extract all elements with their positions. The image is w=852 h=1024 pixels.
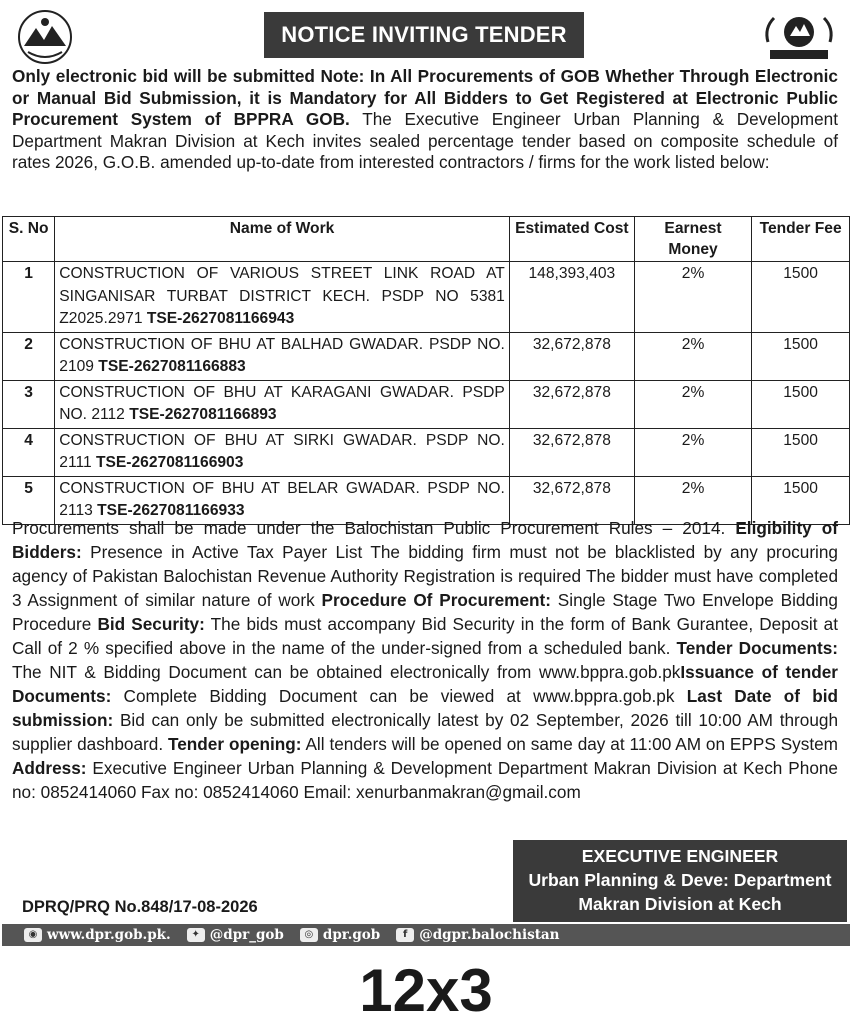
last-date-text: Bid can only be submitted electronically latest by 02 September, 2026 till 10:00 AM through supplier dashboard. xyxy=(12,710,838,754)
header-fee: Tender Fee xyxy=(752,217,850,262)
row-cost: 32,672,878 xyxy=(509,380,634,428)
reference-number: DPRQ/PRQ No.848/17-08-2026 xyxy=(22,898,258,916)
page-title: NOTICE INVITING TENDER xyxy=(264,12,584,58)
table-row xyxy=(3,428,850,476)
row-earnest: 2% xyxy=(634,332,751,380)
footer-website-text: www.dpr.gob.pk. xyxy=(47,927,171,943)
row-cost: 148,393,403 xyxy=(509,262,634,333)
header-cost: Estimated Cost xyxy=(509,217,634,262)
row-fee: 1500 xyxy=(752,380,850,428)
issuance-text: Complete Bidding Document can be viewed at xyxy=(111,686,534,706)
last-date-label: Last Date of bid submission: xyxy=(12,686,838,730)
bppra-link[interactable]: www.bppra.gob.pk xyxy=(533,686,675,706)
signature-department: Urban Planning & Deve: Department xyxy=(528,870,832,890)
intro-paragraph xyxy=(12,66,838,174)
bid-security-text: The bids must accompany Bid Security in the form of Bank Gurantee, Deposit at Call of 2 % specified above in the name of the under-signed from a scheduled bank. xyxy=(12,614,838,658)
footer-instagram[interactable] xyxy=(300,927,380,943)
address-label: Address: xyxy=(12,758,87,778)
work-name: CONSTRUCTION OF BHU AT BELAR GWADAR. PSDP NO. 2113 xyxy=(59,479,505,519)
twitter-icon: ✦ xyxy=(187,928,205,942)
row-name xyxy=(55,262,510,333)
row-sno: 2 xyxy=(3,332,55,380)
row-cost: 32,672,878 xyxy=(509,476,634,524)
intro-text: The Executive Engineer Urban Planning & Development Department Makran Division at Kech invites sealed percentage tender based on composite schedule of rates 2026, G.O.B. amended up-to-date from interested contractors / firms for the work listed below: xyxy=(12,109,838,172)
table-row xyxy=(3,380,850,428)
tender-opening-label: Tender opening: xyxy=(168,734,302,754)
footer-twitter-text: @dpr_gob xyxy=(209,927,284,943)
signature-block xyxy=(513,840,847,922)
issuance-label: Issuance of tender Documents: xyxy=(12,662,838,706)
row-earnest: 2% xyxy=(634,476,751,524)
footer-facebook-text: @dgpr.balochistan xyxy=(419,927,560,943)
footer-twitter[interactable] xyxy=(187,927,284,943)
procedure-label: Procedure Of Procurement: xyxy=(321,590,551,610)
row-cost: 32,672,878 xyxy=(509,332,634,380)
eligibility-text: Presence in Active Tax Payer List The bidding firm must not be blacklisted by any procuring agency of Pakistan Balochistan Revenue Authority Registration is required The bidder must have completed 3 Assignment of similar nature of work xyxy=(12,542,838,610)
row-fee: 1500 xyxy=(752,476,850,524)
facebook-icon: f xyxy=(396,928,414,942)
row-earnest: 2% xyxy=(634,428,751,476)
work-name: CONSTRUCTION OF BHU AT BALHAD GWADAR. PSDP NO. 2109 xyxy=(59,335,505,375)
row-earnest: 2% xyxy=(634,380,751,428)
row-cost: 32,672,878 xyxy=(509,428,634,476)
row-fee: 1500 xyxy=(752,428,850,476)
table-row xyxy=(3,332,850,380)
tender-documents-text: The NIT & Bidding Document can be obtained electronically from xyxy=(12,662,539,682)
bid-security-label: Bid Security: xyxy=(97,614,205,634)
footer-facebook[interactable] xyxy=(396,927,559,943)
header-name: Name of Work xyxy=(55,217,510,262)
tender-documents-label: Tender Documents: xyxy=(676,638,838,658)
eligibility-label: Eligibility of Bidders: xyxy=(12,518,838,562)
row-sno: 3 xyxy=(3,380,55,428)
notice-header xyxy=(0,0,852,66)
bppra-link[interactable]: www.bppra.gob.pk xyxy=(539,662,681,682)
ad-size-label: 12x3 xyxy=(359,957,493,1024)
works-table xyxy=(2,216,850,525)
tse-number: TSE-2627081166933 xyxy=(97,502,245,519)
terms-paragraph xyxy=(12,516,838,804)
work-name: CONSTRUCTION OF BHU AT SIRKI GWADAR. PSDP NO. 2111 xyxy=(59,431,505,471)
row-sno: 1 xyxy=(3,262,55,333)
row-name xyxy=(55,428,510,476)
footer-website[interactable] xyxy=(24,927,171,943)
tse-number: TSE-2627081166883 xyxy=(98,358,246,375)
intro-bold-lead: Only electronic bid will be submitted Note: In All Procurements of GOB Whether Through Electronic or Manual Bid Submission, it is Mandatory for All Bidders to Get Registered at Electronic Public Procurement System of BPPRA GOB. xyxy=(12,66,838,129)
tse-number: TSE-2627081166893 xyxy=(129,406,277,423)
rules-text: Procurements shall be made under the Balochistan Public Procurement Rules – 2014. xyxy=(12,518,736,538)
signature-title: EXECUTIVE ENGINEER xyxy=(581,846,779,866)
table-header-row xyxy=(3,217,850,262)
footer-bar xyxy=(2,924,850,946)
tse-number: TSE-2627081166943 xyxy=(146,310,295,327)
dpr-logo-icon: ◉ xyxy=(24,928,42,942)
header-earnest: Earnest Money xyxy=(634,217,751,262)
balochistan-government-emblem-icon xyxy=(14,8,76,66)
work-name: CONSTRUCTION OF BHU AT KARAGANI GWADAR. PSDP NO. 2112 xyxy=(59,383,505,423)
balochistan-seal-emblem-icon xyxy=(760,8,838,64)
row-earnest: 2% xyxy=(634,262,751,333)
header-sno: S. No xyxy=(3,217,55,262)
work-name: CONSTRUCTION OF VARIOUS STREET LINK ROAD AT SINGANISAR TURBAT DISTRICT KECH. PSDP NO 5381 Z2025.2971 xyxy=(59,265,505,327)
instagram-icon: ◎ xyxy=(300,928,318,942)
row-sno: 5 xyxy=(3,476,55,524)
tender-opening-text: All tenders will be opened on same day at 11:00 AM on EPPS System xyxy=(301,734,838,754)
footer-instagram-text: dpr.gob xyxy=(322,927,381,943)
signature-division: Makran Division at Kech xyxy=(578,894,782,914)
row-name xyxy=(55,380,510,428)
row-name xyxy=(55,332,510,380)
row-fee: 1500 xyxy=(752,332,850,380)
row-sno: 4 xyxy=(3,428,55,476)
procedure-text: Single Stage Two Envelope Bidding Procedure xyxy=(12,590,838,634)
tse-number: TSE-2627081166903 xyxy=(95,454,244,471)
address-text: Executive Engineer Urban Planning & Development Department Makran Division at Kech Phone no: 0852414060 Fax no: 0852414060 Email: xenurbanmakran@gmail.com xyxy=(12,758,838,802)
table-row xyxy=(3,262,850,333)
row-fee: 1500 xyxy=(752,262,850,333)
